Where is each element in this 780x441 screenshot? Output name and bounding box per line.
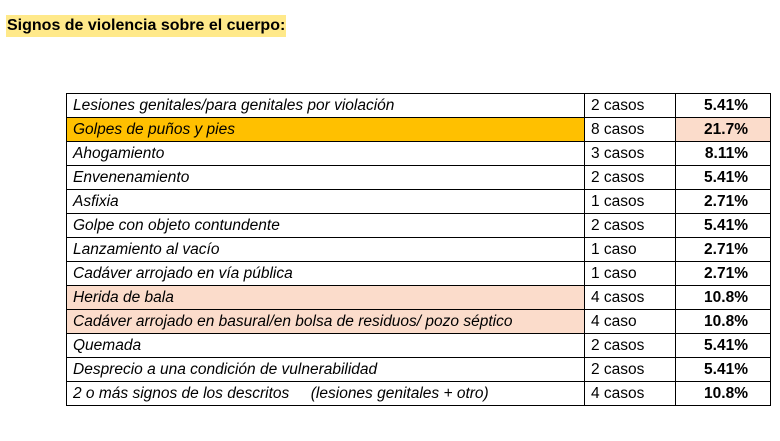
- cases-cell: 4 casos: [585, 382, 676, 406]
- table-row: [67, 118, 771, 142]
- page-title: Signos de violencia sobre el cuerpo:: [6, 15, 286, 37]
- cases-cell: 2 casos: [585, 94, 676, 118]
- sign-cell: Asfixia: [67, 190, 585, 214]
- sign-cell: Quemada: [67, 334, 585, 358]
- table-row: [67, 238, 771, 262]
- table-row: [67, 310, 771, 334]
- sign-cell: 2 o más signos de los descritos (lesiones genitales + otro): [67, 382, 585, 406]
- table-row: [67, 334, 771, 358]
- sign-cell: Golpe con objeto contundente: [67, 214, 585, 238]
- sign-cell: Lanzamiento al vacío: [67, 238, 585, 262]
- table-row: [67, 214, 771, 238]
- table-row: [67, 190, 771, 214]
- sign-cell: Herida de bala: [67, 286, 585, 310]
- percent-cell: 5.41%: [676, 334, 771, 358]
- table-row: [67, 358, 771, 382]
- table-row: [67, 262, 771, 286]
- percent-cell: 2.71%: [676, 190, 771, 214]
- cases-cell: 1 caso: [585, 238, 676, 262]
- table-row: [67, 142, 771, 166]
- cases-cell: 1 casos: [585, 190, 676, 214]
- sign-cell: Cadáver arrojado en basural/en bolsa de residuos/ pozo séptico: [67, 310, 585, 334]
- percent-cell: 10.8%: [676, 310, 771, 334]
- cases-cell: 1 caso: [585, 262, 676, 286]
- violence-signs-table: [66, 93, 771, 406]
- table-row: [67, 94, 771, 118]
- table-row: [67, 382, 771, 406]
- table-row: [67, 286, 771, 310]
- cases-cell: 3 casos: [585, 142, 676, 166]
- cases-cell: 4 caso: [585, 310, 676, 334]
- sign-cell: Lesiones genitales/para genitales por violación: [67, 94, 585, 118]
- cases-cell: 4 casos: [585, 286, 676, 310]
- sign-cell: Cadáver arrojado en vía pública: [67, 262, 585, 286]
- sign-cell: Ahogamiento: [67, 142, 585, 166]
- percent-cell: 10.8%: [676, 382, 771, 406]
- cases-cell: 2 casos: [585, 358, 676, 382]
- percent-cell: 8.11%: [676, 142, 771, 166]
- percent-cell: 5.41%: [676, 358, 771, 382]
- sign-cell: Golpes de puños y pies: [67, 118, 585, 142]
- percent-cell: 21.7%: [676, 118, 771, 142]
- table-row: [67, 166, 771, 190]
- cases-cell: 8 casos: [585, 118, 676, 142]
- percent-cell: 5.41%: [676, 214, 771, 238]
- sign-cell: Envenenamiento: [67, 166, 585, 190]
- cases-cell: 2 casos: [585, 334, 676, 358]
- percent-cell: 2.71%: [676, 262, 771, 286]
- sign-cell: Desprecio a una condición de vulnerabilidad: [67, 358, 585, 382]
- percent-cell: 10.8%: [676, 286, 771, 310]
- cases-cell: 2 casos: [585, 166, 676, 190]
- cases-cell: 2 casos: [585, 214, 676, 238]
- percent-cell: 2.71%: [676, 238, 771, 262]
- percent-cell: 5.41%: [676, 94, 771, 118]
- percent-cell: 5.41%: [676, 166, 771, 190]
